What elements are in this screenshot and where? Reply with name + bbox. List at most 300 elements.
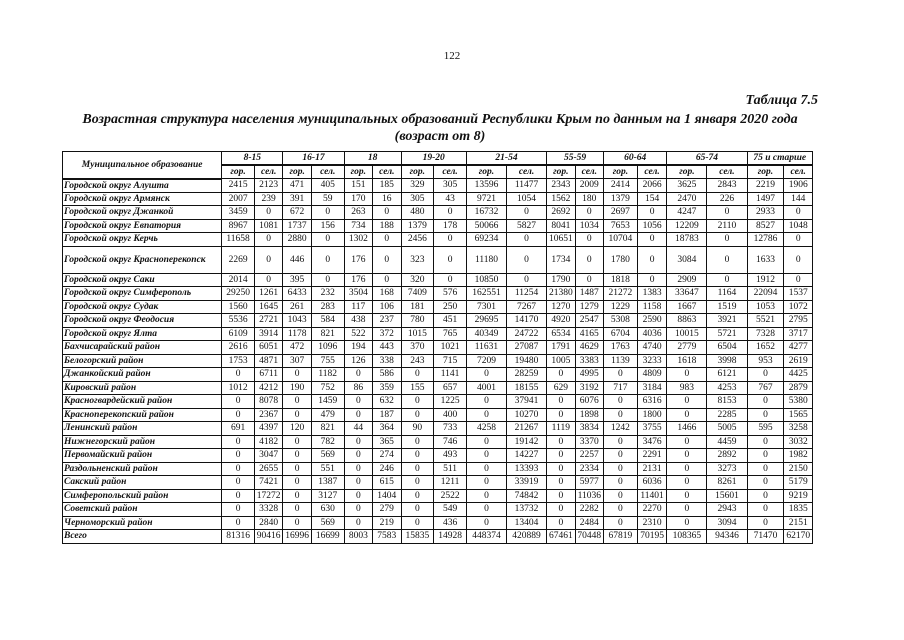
value-cell: 0 — [784, 246, 813, 273]
value-cell: 19480 — [507, 354, 547, 368]
value-cell: 0 — [254, 206, 282, 220]
value-cell: 3755 — [637, 422, 667, 436]
value-cell: 307 — [283, 354, 311, 368]
value-cell: 0 — [344, 395, 372, 409]
value-cell: 176 — [344, 273, 372, 287]
value-cell: 0 — [667, 516, 707, 530]
value-cell: 2219 — [747, 179, 784, 193]
value-cell: 11401 — [637, 489, 667, 503]
value-cell: 0 — [401, 368, 434, 382]
value-cell: 2291 — [637, 449, 667, 463]
value-cell: 765 — [434, 327, 467, 341]
value-cell: 586 — [373, 368, 401, 382]
value-cell: 782 — [311, 435, 344, 449]
value-cell: 37941 — [507, 395, 547, 409]
value-cell: 90416 — [254, 530, 282, 544]
value-cell: 551 — [311, 462, 344, 476]
value-cell: 11254 — [507, 287, 547, 301]
municipality-name: Черноморский район — [63, 516, 222, 530]
municipality-name: Всего — [63, 530, 222, 544]
value-cell: 2616 — [222, 341, 255, 355]
value-cell: 0 — [466, 368, 506, 382]
value-cell: 18155 — [507, 381, 547, 395]
value-cell: 752 — [311, 381, 344, 395]
table-row — [63, 287, 813, 301]
value-cell: 569 — [311, 449, 344, 463]
municipality-name: Городской округ Красноперекопск — [63, 246, 222, 273]
value-cell: 7421 — [254, 476, 282, 490]
value-cell: 2343 — [547, 179, 575, 193]
value-cell: 8863 — [667, 314, 707, 328]
value-cell: 43 — [434, 192, 467, 206]
value-cell: 19142 — [507, 435, 547, 449]
value-cell: 0 — [373, 273, 401, 287]
value-cell: 0 — [311, 233, 344, 247]
value-cell: 3476 — [637, 435, 667, 449]
value-cell: 3504 — [344, 287, 372, 301]
value-cell: 8003 — [344, 530, 372, 544]
value-cell: 549 — [434, 503, 467, 517]
municipality-name: Советский район — [63, 503, 222, 517]
value-cell: 6076 — [575, 395, 603, 409]
value-cell: 279 — [373, 503, 401, 517]
value-cell: 17272 — [254, 489, 282, 503]
value-cell: 6433 — [283, 287, 311, 301]
value-cell: 364 — [373, 422, 401, 436]
value-cell: 1912 — [747, 273, 784, 287]
urban-subheader: гор. — [747, 165, 784, 179]
value-cell: 0 — [401, 489, 434, 503]
value-cell: 821 — [311, 422, 344, 436]
value-cell: 1800 — [637, 408, 667, 422]
value-cell: 1072 — [784, 300, 813, 314]
table-caption: Таблица 7.5 — [745, 93, 818, 108]
value-cell: 0 — [747, 462, 784, 476]
value-cell: 1835 — [784, 503, 813, 517]
value-cell: 0 — [637, 246, 667, 273]
value-cell: 90 — [401, 422, 434, 436]
value-cell: 4629 — [575, 341, 603, 355]
value-cell: 28259 — [507, 368, 547, 382]
value-cell: 1164 — [707, 287, 747, 301]
value-cell: 0 — [222, 368, 255, 382]
urban-subheader: гор. — [466, 165, 506, 179]
value-cell: 370 — [401, 341, 434, 355]
value-cell: 0 — [373, 206, 401, 220]
value-cell: 1519 — [707, 300, 747, 314]
value-cell: 2470 — [667, 192, 707, 206]
value-cell: 821 — [311, 327, 344, 341]
value-cell: 0 — [507, 273, 547, 287]
value-cell: 1021 — [434, 341, 467, 355]
value-cell: 2522 — [434, 489, 467, 503]
value-cell: 629 — [547, 381, 575, 395]
value-cell: 3192 — [575, 381, 603, 395]
value-cell: 106 — [373, 300, 401, 314]
population-table — [62, 151, 813, 544]
value-cell: 1141 — [434, 368, 467, 382]
value-cell: 283 — [311, 300, 344, 314]
age-group-header: 21-54 — [466, 152, 546, 166]
table-row — [63, 246, 813, 273]
rural-subheader: сел. — [707, 165, 747, 179]
value-cell: 7209 — [466, 354, 506, 368]
table-row — [63, 327, 813, 341]
value-cell: 0 — [311, 206, 344, 220]
table-row — [63, 462, 813, 476]
value-cell: 0 — [254, 246, 282, 273]
value-cell: 0 — [283, 489, 311, 503]
value-cell: 1565 — [784, 408, 813, 422]
value-cell: 13393 — [507, 462, 547, 476]
value-cell: 4212 — [254, 381, 282, 395]
value-cell: 15835 — [401, 530, 434, 544]
value-cell: 5521 — [747, 314, 784, 328]
value-cell: 1005 — [547, 354, 575, 368]
urban-subheader: гор. — [401, 165, 434, 179]
rural-subheader: сел. — [575, 165, 603, 179]
value-cell: 40349 — [466, 327, 506, 341]
value-cell: 2909 — [667, 273, 707, 287]
value-cell: 156 — [311, 219, 344, 233]
value-cell: 180 — [575, 192, 603, 206]
value-cell: 2415 — [222, 179, 255, 193]
value-cell: 154 — [637, 192, 667, 206]
value-cell: 144 — [784, 192, 813, 206]
table-row — [63, 422, 813, 436]
value-cell: 1379 — [604, 192, 638, 206]
value-cell: 274 — [373, 449, 401, 463]
value-cell: 0 — [747, 476, 784, 490]
value-cell: 9219 — [784, 489, 813, 503]
value-cell: 448374 — [466, 530, 506, 544]
table-row — [63, 516, 813, 530]
table-row — [63, 530, 813, 544]
value-cell: 3328 — [254, 503, 282, 517]
value-cell: 329 — [401, 179, 434, 193]
municipality-name: Сакский район — [63, 476, 222, 490]
value-cell: 2892 — [707, 449, 747, 463]
rural-subheader: сел. — [311, 165, 344, 179]
value-cell: 0 — [434, 273, 467, 287]
value-cell: 0 — [547, 462, 575, 476]
value-cell: 6704 — [604, 327, 638, 341]
value-cell: 3094 — [707, 516, 747, 530]
value-cell: 630 — [311, 503, 344, 517]
value-cell: 1054 — [507, 192, 547, 206]
value-cell: 2269 — [222, 246, 255, 273]
value-cell: 472 — [283, 341, 311, 355]
value-cell: 15601 — [707, 489, 747, 503]
value-cell: 0 — [637, 233, 667, 247]
value-cell: 1056 — [637, 219, 667, 233]
value-cell: 0 — [667, 462, 707, 476]
value-cell: 0 — [547, 489, 575, 503]
value-cell: 0 — [575, 273, 603, 287]
value-cell: 320 — [401, 273, 434, 287]
municipality-name: Раздольненский район — [63, 462, 222, 476]
value-cell: 1790 — [547, 273, 575, 287]
value-cell: 239 — [254, 192, 282, 206]
value-cell: 0 — [344, 462, 372, 476]
value-cell: 0 — [747, 368, 784, 382]
value-cell: 3625 — [667, 179, 707, 193]
value-cell: 21267 — [507, 422, 547, 436]
table-row — [63, 476, 813, 490]
value-cell: 436 — [434, 516, 467, 530]
value-cell: 6711 — [254, 368, 282, 382]
value-cell: 2697 — [604, 206, 638, 220]
value-cell: 4247 — [667, 206, 707, 220]
value-cell: 29250 — [222, 287, 255, 301]
value-cell: 480 — [401, 206, 434, 220]
value-cell: 0 — [667, 435, 707, 449]
value-cell: 4871 — [254, 354, 282, 368]
value-cell: 4995 — [575, 368, 603, 382]
rural-subheader: сел. — [507, 165, 547, 179]
value-cell: 2721 — [254, 314, 282, 328]
value-cell: 71470 — [747, 530, 784, 544]
value-cell: 4036 — [637, 327, 667, 341]
table-row — [63, 449, 813, 463]
value-cell: 5721 — [707, 327, 747, 341]
value-cell: 405 — [311, 179, 344, 193]
value-cell: 2456 — [401, 233, 434, 247]
value-cell: 0 — [667, 395, 707, 409]
value-cell: 0 — [222, 395, 255, 409]
value-cell: 691 — [222, 422, 255, 436]
value-cell: 3459 — [222, 206, 255, 220]
value-cell: 3258 — [784, 422, 813, 436]
urban-subheader: гор. — [344, 165, 372, 179]
age-group-header: 60-64 — [604, 152, 667, 166]
value-cell: 0 — [667, 476, 707, 490]
value-cell: 0 — [575, 206, 603, 220]
value-cell: 3184 — [637, 381, 667, 395]
municipality-name: Красногвардейский район — [63, 395, 222, 409]
value-cell: 0 — [604, 408, 638, 422]
value-cell: 3383 — [575, 354, 603, 368]
value-cell: 176 — [344, 246, 372, 273]
value-cell: 8153 — [707, 395, 747, 409]
municipality-name: Городской округ Евпатория — [63, 219, 222, 233]
value-cell: 365 — [373, 435, 401, 449]
value-cell: 0 — [466, 395, 506, 409]
rural-subheader: сел. — [784, 165, 813, 179]
value-cell: 5308 — [604, 314, 638, 328]
value-cell: 0 — [466, 516, 506, 530]
value-cell: 0 — [344, 516, 372, 530]
value-cell: 0 — [434, 206, 467, 220]
value-cell: 0 — [637, 273, 667, 287]
value-cell: 11036 — [575, 489, 603, 503]
municipality-name: Городской округ Армянск — [63, 192, 222, 206]
value-cell: 0 — [311, 273, 344, 287]
table-row — [63, 435, 813, 449]
value-cell: 657 — [434, 381, 467, 395]
value-cell: 338 — [373, 354, 401, 368]
value-cell: 0 — [401, 449, 434, 463]
value-cell: 6036 — [637, 476, 667, 490]
value-cell: 305 — [434, 179, 467, 193]
value-cell: 0 — [283, 476, 311, 490]
value-cell: 18783 — [667, 233, 707, 247]
value-cell: 1139 — [604, 354, 638, 368]
value-cell: 1459 — [311, 395, 344, 409]
value-cell: 5179 — [784, 476, 813, 490]
value-cell: 1043 — [283, 314, 311, 328]
value-cell: 0 — [466, 435, 506, 449]
value-cell: 263 — [344, 206, 372, 220]
value-cell: 4809 — [637, 368, 667, 382]
value-cell: 185 — [373, 179, 401, 193]
value-cell: 3998 — [707, 354, 747, 368]
value-cell: 0 — [667, 368, 707, 382]
value-cell: 1818 — [604, 273, 638, 287]
municipality-name: Городской округ Симферополь — [63, 287, 222, 301]
value-cell: 359 — [373, 381, 401, 395]
value-cell: 0 — [547, 516, 575, 530]
value-cell: 21380 — [547, 287, 575, 301]
value-cell: 50066 — [466, 219, 506, 233]
value-cell: 187 — [373, 408, 401, 422]
value-cell: 2943 — [707, 503, 747, 517]
value-cell: 6051 — [254, 341, 282, 355]
value-cell: 0 — [547, 503, 575, 517]
value-cell: 595 — [747, 422, 784, 436]
value-cell: 395 — [283, 273, 311, 287]
value-cell: 0 — [466, 489, 506, 503]
table-row — [63, 179, 813, 193]
value-cell: 250 — [434, 300, 467, 314]
value-cell: 14170 — [507, 314, 547, 328]
value-cell: 1497 — [747, 192, 784, 206]
value-cell: 0 — [637, 206, 667, 220]
value-cell: 74842 — [507, 489, 547, 503]
municipality-name: Ленинский район — [63, 422, 222, 436]
value-cell: 1753 — [222, 354, 255, 368]
value-cell: 0 — [547, 368, 575, 382]
value-cell: 0 — [434, 233, 467, 247]
value-cell: 2285 — [707, 408, 747, 422]
value-cell: 70448 — [575, 530, 603, 544]
value-cell: 188 — [373, 219, 401, 233]
value-cell: 0 — [466, 476, 506, 490]
value-cell: 0 — [373, 233, 401, 247]
value-cell: 0 — [283, 395, 311, 409]
municipality-name: Первомайский район — [63, 449, 222, 463]
table-title: Возрастная структура населения муниципальных образований Республики Крым по данным на 1 января 2020 года (возраст от 8) — [82, 112, 798, 144]
value-cell: 3370 — [575, 435, 603, 449]
value-cell: 0 — [604, 489, 638, 503]
municipality-name: Городской округ Саки — [63, 273, 222, 287]
value-cell: 2334 — [575, 462, 603, 476]
value-cell: 0 — [604, 503, 638, 517]
value-cell: 4165 — [575, 327, 603, 341]
value-cell: 155 — [401, 381, 434, 395]
urban-subheader: гор. — [547, 165, 575, 179]
value-cell: 2007 — [222, 192, 255, 206]
value-cell: 0 — [667, 503, 707, 517]
value-cell: 0 — [401, 408, 434, 422]
value-cell: 2414 — [604, 179, 638, 193]
value-cell: 0 — [344, 503, 372, 517]
value-cell: 1537 — [784, 287, 813, 301]
value-cell: 5977 — [575, 476, 603, 490]
value-cell: 632 — [373, 395, 401, 409]
value-cell: 3717 — [784, 327, 813, 341]
value-cell: 1182 — [311, 368, 344, 382]
value-cell: 2009 — [575, 179, 603, 193]
value-cell: 305 — [401, 192, 434, 206]
value-cell: 8527 — [747, 219, 784, 233]
value-cell: 0 — [344, 489, 372, 503]
value-cell: 2282 — [575, 503, 603, 517]
value-cell: 11631 — [466, 341, 506, 355]
value-cell: 0 — [283, 516, 311, 530]
table-row — [63, 206, 813, 220]
value-cell: 1242 — [604, 422, 638, 436]
value-cell: 715 — [434, 354, 467, 368]
table-row — [63, 354, 813, 368]
value-cell: 108365 — [667, 530, 707, 544]
value-cell: 615 — [373, 476, 401, 490]
value-cell: 7653 — [604, 219, 638, 233]
rural-subheader: сел. — [254, 165, 282, 179]
value-cell: 16996 — [283, 530, 311, 544]
value-cell: 1178 — [283, 327, 311, 341]
municipality-name: Городской округ Феодосия — [63, 314, 222, 328]
value-cell: 1225 — [434, 395, 467, 409]
urban-subheader: гор. — [667, 165, 707, 179]
value-cell: 0 — [434, 246, 467, 273]
value-cell: 13732 — [507, 503, 547, 517]
value-cell: 3084 — [667, 246, 707, 273]
value-cell: 2131 — [637, 462, 667, 476]
age-group-header: 65-74 — [667, 152, 747, 166]
municipality-header: Муниципальное образование — [63, 152, 222, 179]
value-cell: 0 — [401, 395, 434, 409]
value-cell: 0 — [604, 435, 638, 449]
value-cell: 178 — [434, 219, 467, 233]
age-group-header: 8-15 — [222, 152, 283, 166]
value-cell: 0 — [222, 476, 255, 490]
value-cell: 1119 — [547, 422, 575, 436]
value-cell: 0 — [784, 233, 813, 247]
value-cell: 2843 — [707, 179, 747, 193]
value-cell: 0 — [507, 206, 547, 220]
value-cell: 0 — [466, 408, 506, 422]
value-cell: 12786 — [747, 233, 784, 247]
value-cell: 400 — [434, 408, 467, 422]
value-cell: 5380 — [784, 395, 813, 409]
value-cell: 576 — [434, 287, 467, 301]
value-cell: 2257 — [575, 449, 603, 463]
value-cell: 27087 — [507, 341, 547, 355]
age-group-header: 16-17 — [283, 152, 344, 166]
value-cell: 94346 — [707, 530, 747, 544]
value-cell: 6504 — [707, 341, 747, 355]
table-row — [63, 192, 813, 206]
value-cell: 2123 — [254, 179, 282, 193]
value-cell: 3914 — [254, 327, 282, 341]
value-cell: 0 — [747, 489, 784, 503]
value-cell: 162551 — [466, 287, 506, 301]
value-cell: 1562 — [547, 192, 575, 206]
value-cell: 4253 — [707, 381, 747, 395]
value-cell: 1982 — [784, 449, 813, 463]
value-cell: 471 — [283, 179, 311, 193]
